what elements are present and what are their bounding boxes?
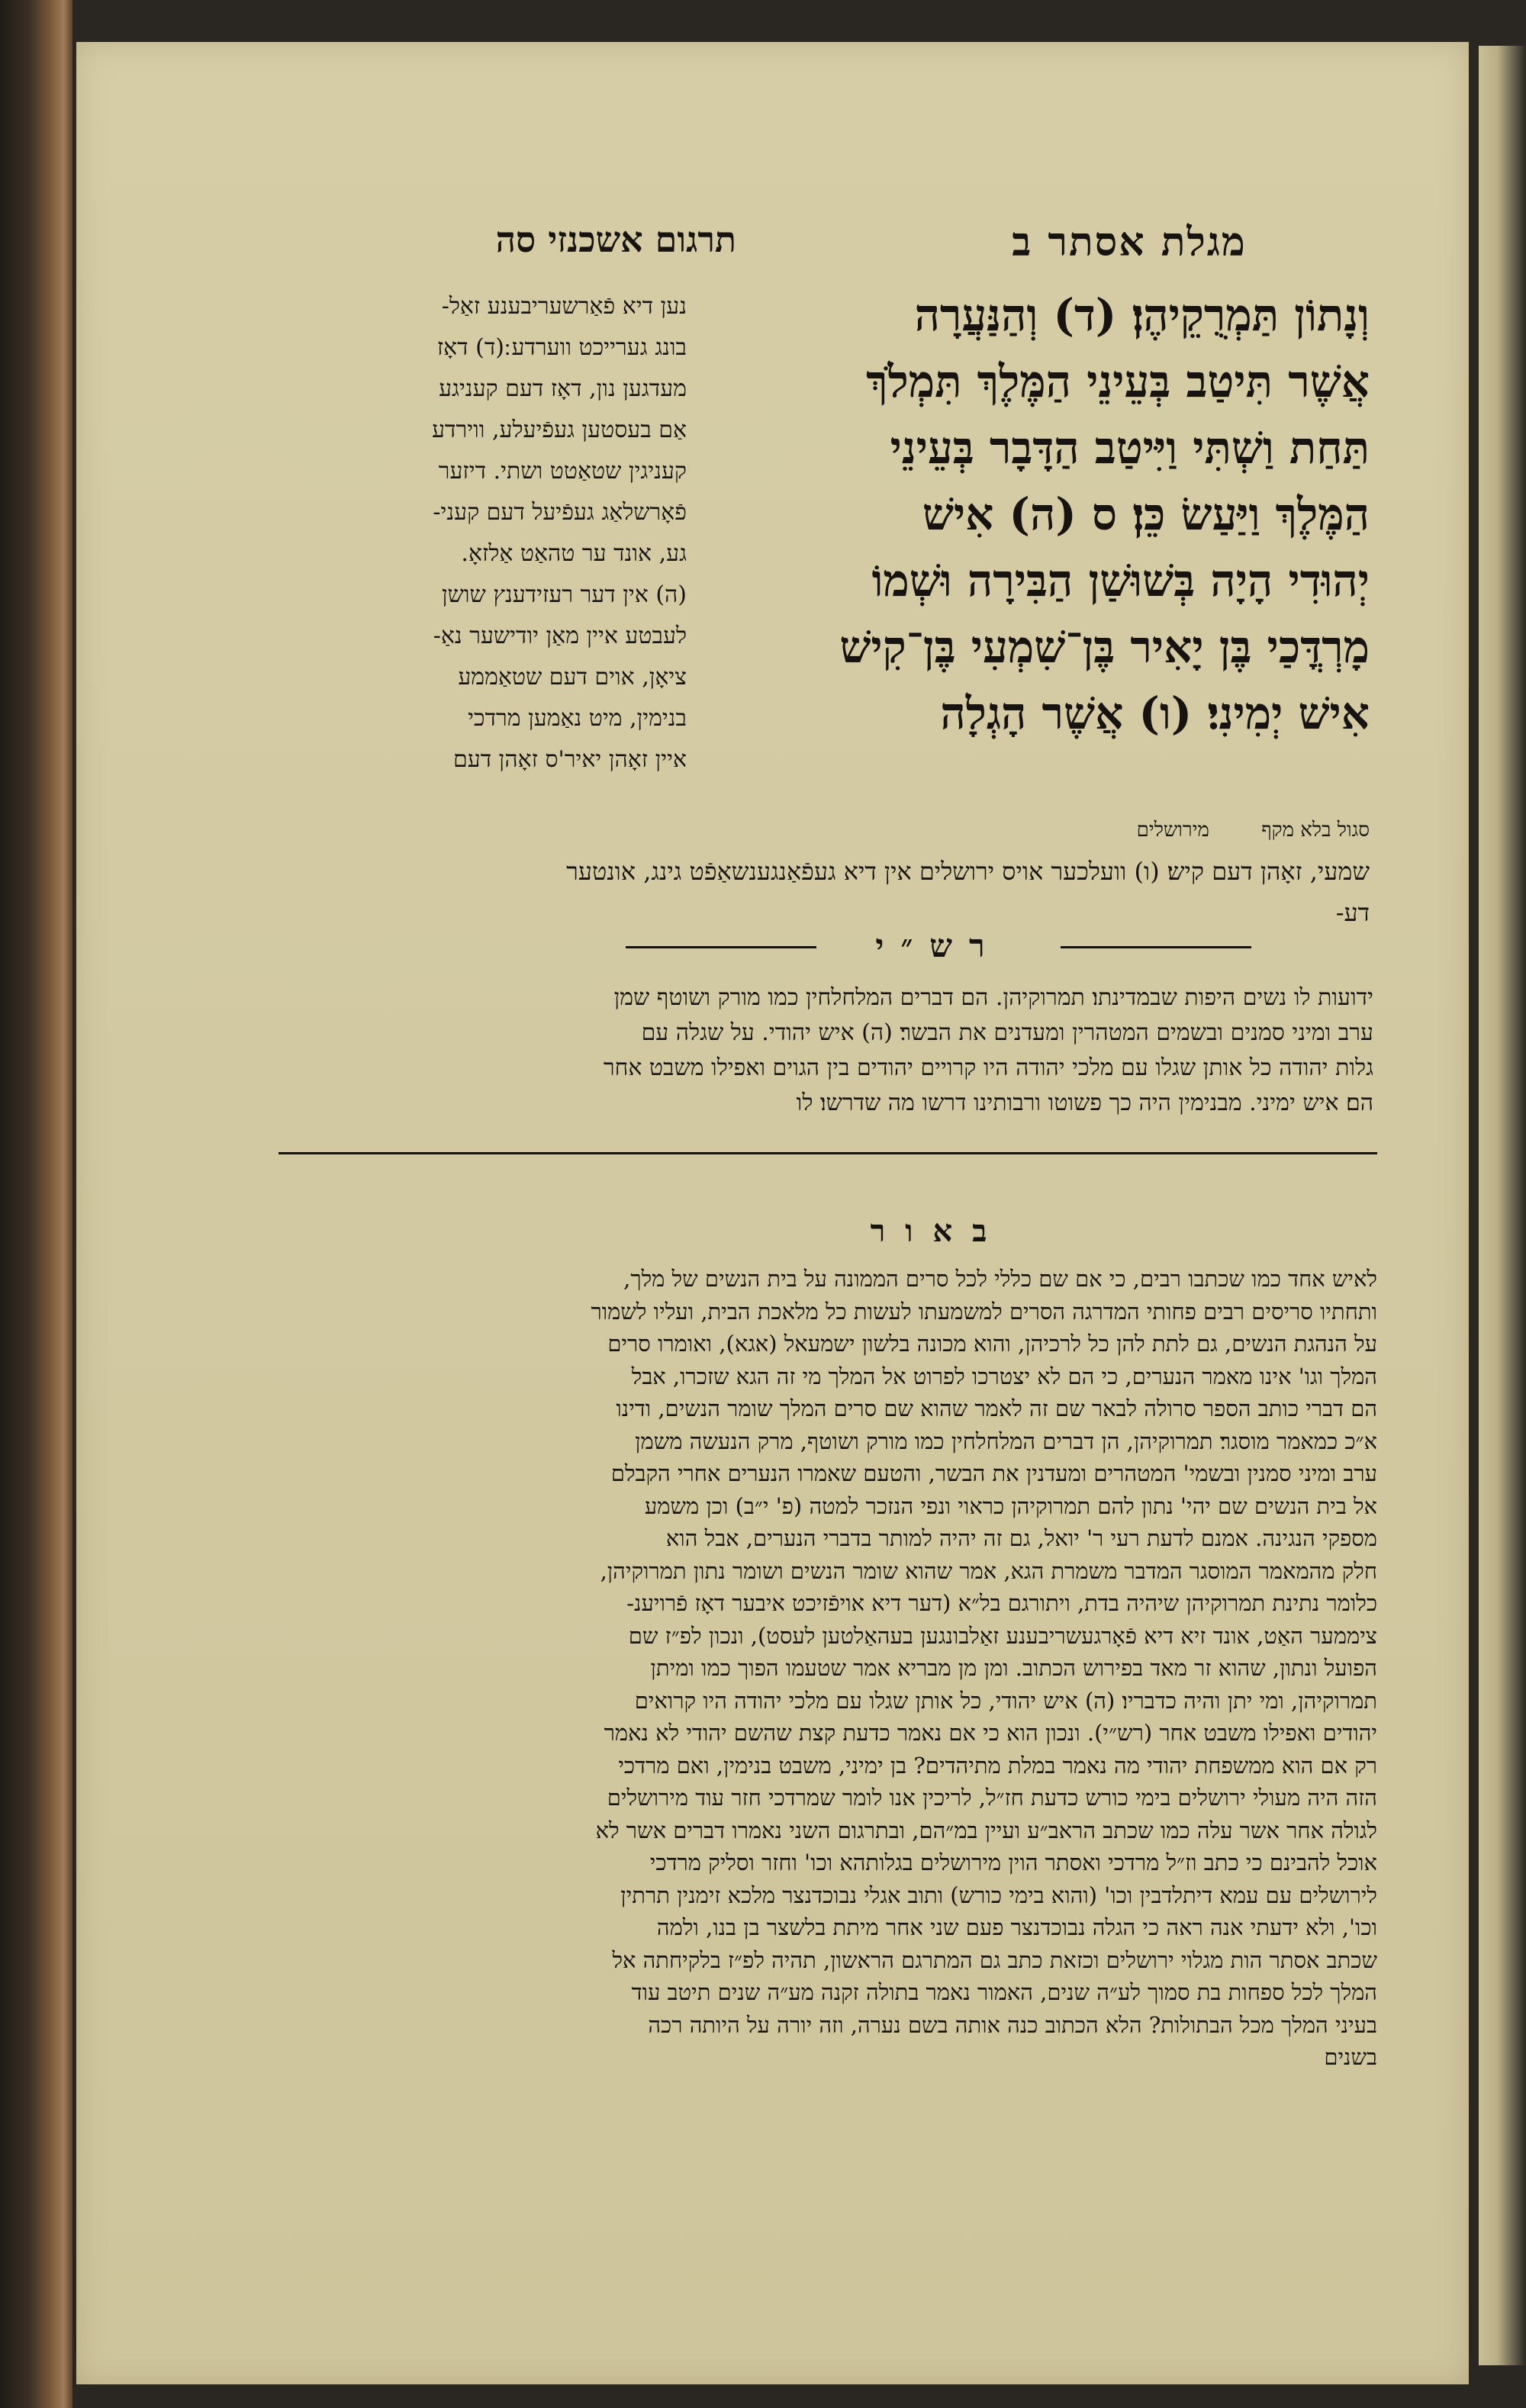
biur-heading: באור: [870, 1213, 1007, 1249]
text-line: רק אם הוא ממשפחת יהודי מה נאמר במלת מתיהדים? בן ימיני, משבט בנימין, ואם מרדכי: [618, 1752, 1377, 1779]
text-line: קעניגין שטאַטט ושתי. דיזער: [438, 458, 687, 484]
text-line: וכו', ולא ידעתי אנה ראה כי הגלה נבוכדנצר פעם שני אחר מיתת בלשצר בן בנו, ולמה: [656, 1914, 1377, 1940]
text-line: בונג גערייכט ווערדע ׃(ד) דאָז: [436, 334, 687, 361]
text-line: אֲשֶׁר תִּיטַב בְּעֵינֵי הַמֶּלֶךְ תִּמְלֹךְ: [866, 356, 1370, 407]
text-line: ידועות לו נשים היפות שבמדינתו׃ תמרוקיהן. הם דברים המלחלחין כמו מורק ושוטף שמן: [613, 984, 1373, 1011]
text-line: בנימין, מיט נאַמען מרדכי: [468, 705, 687, 732]
text-line: ערב ומיני סמנין ובשמי' המטהרים ומעדנין את הבשר, והטעם שאמרו הנערים אחרי הקבלם: [610, 1460, 1377, 1486]
page-header-translation-title: תרגום אשכנזי סה: [495, 219, 736, 260]
text-line: יְהוּדִי הָיָה בְּשׁוּשַׁן הַבִּירָה וּשְׁמוֹ: [871, 555, 1370, 607]
text-line: דע-: [1335, 898, 1370, 927]
text-line: בשנים: [1324, 2044, 1377, 2070]
divider-rule: [1061, 946, 1251, 948]
text-line: גלות יהודה כל אותן שגלו עם מלכי יהודה היו קרויים יהודים בין הגוים ואפילו משבט אחר: [603, 1054, 1373, 1081]
note-variant: מירושלים: [1136, 819, 1209, 842]
text-line: על הנהגת הנשים, גם לתת להן כל לרכיהן, והוא מכונה בלשון ישמעאל (אגא), ואומרו סרים: [607, 1331, 1377, 1357]
text-line: לאיש אחד כמו שכתבו רבים, כי אם שם כללי לכל סרים הממונה על בית הנשים של מלך,: [623, 1266, 1377, 1292]
text-line: המלך וגו' אינו מאמר הנערים, כי הם לא יצטרכו לפרוט אל המלך מי זה הגא שזכרו, אבל: [631, 1363, 1377, 1389]
text-line: לירושלים עם עמא דיתלדבין וכו' (והוא בימי כורש) ותוב אגלי נבוכדנצר מלכא זימנין תרתין: [620, 1882, 1377, 1908]
text-line: אוכל להבינם כי כתב וז״ל מרדכי ואסתר הוין מירושלים בגלותהא וכו' וחזר וסליק מרדכי: [649, 1849, 1377, 1875]
main-hebrew-text: [698, 282, 1370, 747]
text-line: מספקי הנגינה. אמנם לדעת רעי ר' יואל, גם זה יהיה למותר בדברי הנערים, אבל הוא: [665, 1525, 1377, 1551]
text-line: חלק מהמאמר המוסגר המדבר משמרת הגא, אמר שהוא שומר הנשים ושומר נתון תמרוקיהן,: [600, 1557, 1377, 1584]
translation-continuation: [286, 851, 1370, 933]
text-line: איין זאָהן יאיר'ס זאָהן דעם: [453, 746, 687, 773]
masoretic-notes: [340, 819, 1370, 842]
next-page-edge: [1479, 46, 1526, 2365]
text-line: גע, אונד ער טהאַט אַלזאָ.: [461, 540, 687, 567]
german-translation-column: [305, 286, 687, 781]
text-line: הַמֶּלֶךְ וַיַּעַשׂ כֵּן׃ ס (ה) אִישׁ: [922, 488, 1370, 540]
text-line: בעיני המלך מכל הבתולות? הלא הכתוב כנה אותה בשם נערה, וזה יורה על היותה רכה: [648, 2011, 1377, 2038]
text-line: יהודים ואפילו משבט אחר (רש״י). ונכון הוא כי אם נאמר כדעת קצת שהשם יהודי לא נאמר: [604, 1720, 1377, 1746]
text-line: אִישׁ יְמִינִי׃ (ו) אֲשֶׁר הָגְלָה: [940, 687, 1370, 739]
text-line: מעדגען נון, דאָז דעם קעניגע: [439, 375, 687, 402]
rashi-commentary: [282, 980, 1373, 1121]
text-line: הפועל ונתון, שהוא זר מאד בפירוש הכתוב. ומן מן מבריא אמר שטעמו הפוך כמו ומיתן: [650, 1655, 1377, 1681]
text-line: אל בית הנשים שם יהי' נתון להם תמרוקיהן כראוי ונפי הנזכר למטה (פ' י״ב) וכן משמע: [644, 1492, 1377, 1519]
text-line: ערב ומיני סמנים ובשמים המטהרין ומעדנים את הבשר׃ (ה) איש יהודי. על שגלה עם: [641, 1019, 1373, 1046]
text-line: פֿאָרשלאַג געפֿיעל דעם קעני-: [433, 499, 687, 526]
text-line: נען דיא פֿאַרשעריבענע זאַל-: [441, 293, 687, 320]
text-line: וְנָתוֹן תַּמְרֻקֵיהֶן׃ (ד) וְהַנַּעֲרָה: [914, 289, 1370, 341]
section-divider: [278, 1152, 1377, 1154]
text-line: הם׃ איש ימיני. מבנימין היה כך פשוטו ורבותינו דרשו מה שדרשו׃ לו: [796, 1090, 1373, 1116]
text-line: המלך לכל ספחות בת סמוך לע״ה שנים, האמור נאמר בתולה זקנה מע״ה שנים תיטב עוד: [631, 1979, 1377, 2005]
page-header-title: מגלת אסתר ב: [1012, 219, 1247, 266]
text-line: מָרְדֳּכַי בֶּן יָאִיר בֶּן־שִׁמְעִי בֶּן־קִישׁ: [839, 621, 1370, 673]
text-line: הזה היה מעולי ירושלים בימי כורש כדעת חז״ל, לריכין אנו לומר שמרדכי חזר עוד מירושלים: [607, 1785, 1377, 1811]
text-line: הם דברי כותב הספר סרולה לבאר שם זה לאמר שהוא שם סרים המלך שומר הנשים, ודינו: [616, 1396, 1377, 1421]
book-page: [76, 42, 1469, 2384]
text-line: תַּחַת וַשְׁתִּי וַיִּיטַב הַדָּבָר בְּעֵינֵי: [890, 422, 1370, 474]
text-line: אַם בעסטען געפֿיעלע, ווירדע: [432, 417, 687, 443]
text-line: ציממער האַט, אונד זיא דיא פֿאָרגעשריבענע זאַלבונגען בעהאַלטען לעסט), ונכון לפ״ז שם: [628, 1622, 1377, 1649]
rashi-heading: רש״י: [875, 927, 1002, 964]
book-binding-edge: [0, 0, 72, 2408]
text-line: ותחתיו סריסים רבים פחותי המדרגה הסרים למשמעתו לעשות כל מלאכת הבית, ועליו לשמור: [591, 1298, 1377, 1325]
text-line: תמרוקיהן, ומי יתן והיה כדבריו׃ (ה) איש יהודי, כל אותן שגלו עם מלכי יהודה היו קרואים: [634, 1687, 1377, 1714]
text-line: שמעי, זאָהן דעם קיש׃ (ו) וועלכער אויס ירושלים אין דיא געפֿאַנגענשאַפֿט גינג, אונטער: [566, 857, 1370, 886]
text-line: שכתב אסתר הות מגלוי ירושלים וכזאת כתב גם המתרגם הראשון, תהיה לפ״ז בלקיחתה אל: [612, 1946, 1377, 1973]
text-line: ציאָן, אוים דעם שטאַממע: [458, 664, 687, 691]
text-line: א״כ כמאמר מוסגר׃ תמרוקיהן, הן דברים המלחלחין כמו מורק ושוטף, מרק הנעשה משמן: [635, 1428, 1377, 1454]
text-line: לגולה אחר אשר עלה כמו שכתב הראב״ע ועיין במ״הם, ובתרגום השני נאמרו דברים אשר לא: [595, 1817, 1377, 1843]
text-line: כלומר נתינת תמרוקיהן שיהיה בדת, ויתורגם בל״א (דער דיא אויפֿזיכט איבער דאָז פֿרויענ-: [626, 1590, 1377, 1616]
text-line: (ה) אין דער רעזידענץ שושן: [441, 581, 687, 608]
biur-commentary: [278, 1263, 1377, 2074]
text-line: לעבטע איין מאַן יודישער נאַ-: [433, 623, 687, 649]
divider-rule: [626, 946, 816, 948]
note-vowel: סגול בלא מקף: [1261, 819, 1370, 842]
